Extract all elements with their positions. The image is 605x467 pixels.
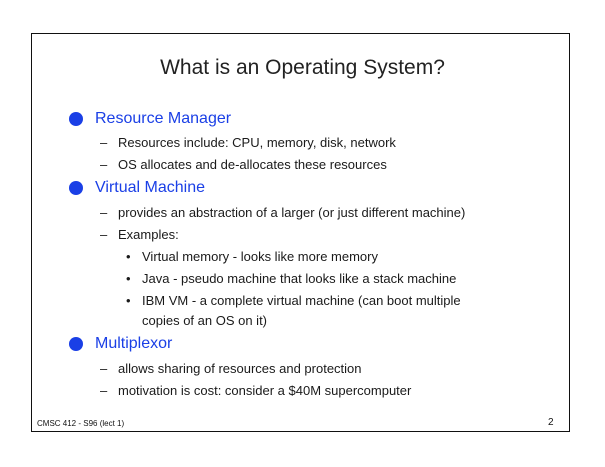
sub-item-text: Resources include: CPU, memory, disk, network — [118, 135, 396, 150]
bullet-icon: • — [126, 293, 131, 308]
slide-title: What is an Operating System? — [160, 56, 445, 79]
list-item — [126, 249, 378, 264]
bullet-multiplexor — [69, 333, 172, 355]
bullet-virtual-machine — [69, 177, 205, 199]
example-text: Virtual memory - looks like more memory — [142, 249, 378, 264]
list-item — [126, 271, 456, 286]
list-item — [100, 227, 179, 242]
heading-virtual-machine: Virtual Machine — [95, 179, 205, 196]
bullet-icon: • — [126, 271, 131, 286]
list-item — [126, 293, 461, 308]
example-text: IBM VM - a complete virtual machine (can boot multiple — [142, 293, 461, 308]
list-item — [100, 157, 387, 172]
dash-icon: – — [100, 135, 108, 150]
bullet-dot-icon — [69, 337, 83, 351]
dash-icon: – — [100, 361, 108, 376]
bullet-dot-icon — [69, 112, 83, 126]
bullet-icon: • — [126, 249, 131, 264]
sub-item-text: motivation is cost: consider a $40M supercomputer — [118, 383, 412, 398]
list-item — [100, 135, 396, 150]
dash-icon: – — [100, 383, 108, 398]
dash-icon: – — [100, 157, 108, 172]
heading-resource-manager: Resource Manager — [95, 110, 232, 127]
bullet-resource-manager — [69, 108, 231, 130]
bullet-dot-icon — [69, 181, 83, 195]
heading-multiplexor: Multiplexor — [95, 335, 173, 352]
sub-item-text: Examples: — [118, 227, 179, 242]
example-continuation: copies of an OS on it) — [142, 313, 268, 328]
dash-icon: – — [100, 227, 108, 242]
page-number: 2 — [548, 417, 554, 428]
sub-item-text: provides an abstraction of a larger (or just different machine) — [118, 205, 466, 220]
footer-course: CMSC 412 - S96 (lect 1) — [37, 419, 125, 428]
sub-item-text: allows sharing of resources and protection — [118, 361, 362, 376]
dash-icon: – — [100, 205, 108, 220]
example-text: Java - pseudo machine that looks like a stack machine — [142, 271, 457, 286]
list-item — [100, 361, 362, 376]
list-item — [100, 205, 465, 220]
sub-item-text: OS allocates and de-allocates these resources — [118, 157, 387, 172]
list-item — [100, 383, 411, 398]
